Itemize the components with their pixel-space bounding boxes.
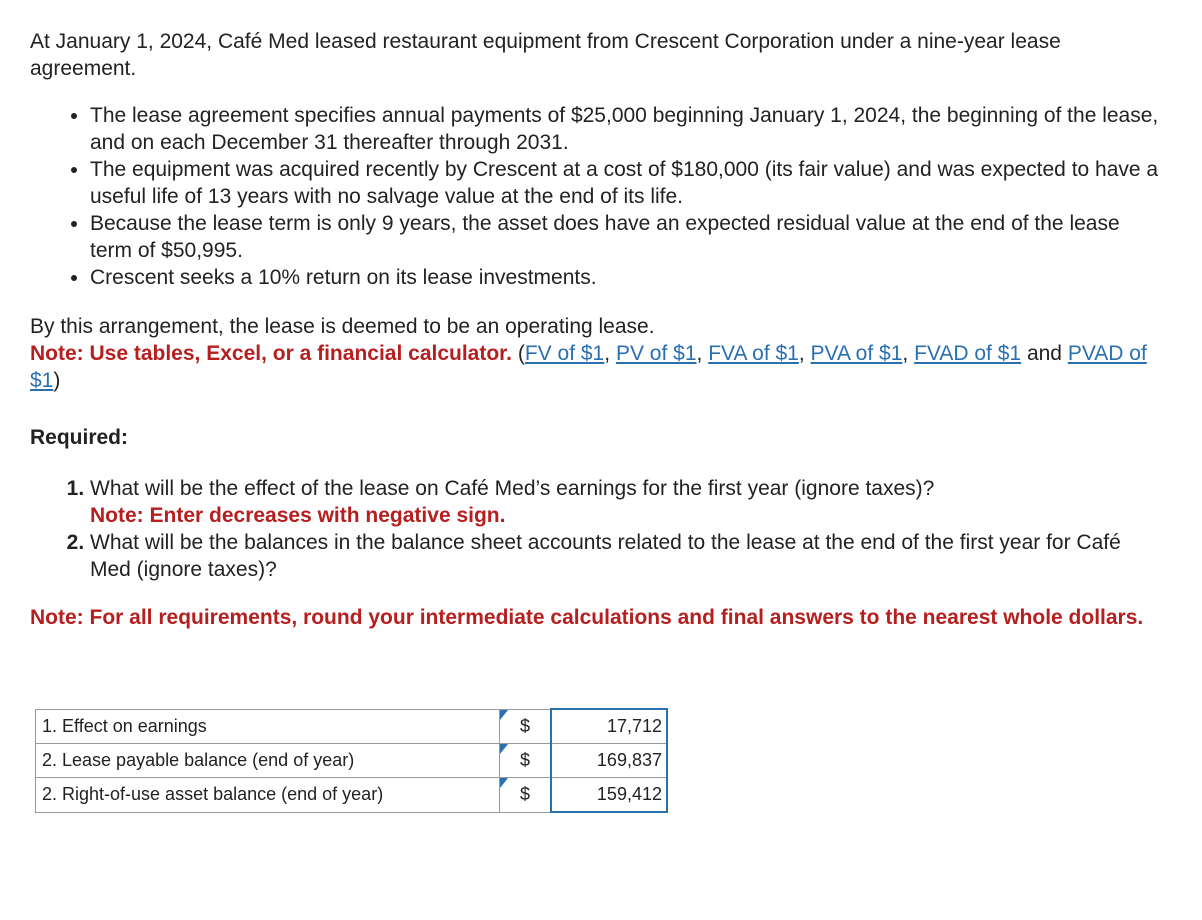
tables-note-line: [30, 340, 1160, 394]
requirements-list: [30, 475, 1160, 583]
row-label: 2. Right-of-use asset balance (end of year): [36, 778, 500, 813]
flag-icon: [500, 710, 508, 720]
requirement-text: What will be the balances in the balance sheet accounts related to the lease at the end of the first year for Café Med (ignore taxes)?: [90, 531, 1121, 581]
row-label: 1. Effect on earnings: [36, 709, 500, 744]
currency-symbol: $: [519, 715, 530, 736]
currency-cell: [500, 778, 552, 813]
problem-content: [30, 28, 1160, 631]
table-row: [36, 778, 668, 813]
table-row: [36, 709, 668, 744]
currency-cell: [500, 744, 552, 778]
table-row: [36, 744, 668, 778]
rounding-note: Note: For all requirements, round your intermediate calculations and final answers to the nearest whole dollars.: [30, 606, 1144, 629]
pv-table-link[interactable]: PV of $1: [615, 342, 697, 365]
fva-table-link[interactable]: FVA of $1: [708, 342, 799, 365]
open-paren: (: [517, 342, 525, 365]
list-item: • Crescent seeks a 10% return on its lease investments.: [90, 264, 1160, 291]
requirement-note: Note: Enter decreases with negative sign.: [90, 504, 506, 527]
currency-symbol: $: [519, 750, 530, 770]
list-item: • Because the lease term is only 9 years, the asset does have an expected residual value at the end of the lease term of $50,995.: [90, 210, 1160, 264]
effect-on-earnings-input[interactable]: 17,712: [551, 709, 667, 744]
flag-icon: [500, 778, 508, 788]
right-of-use-asset-input[interactable]: 159,412: [551, 778, 667, 813]
list-item: [90, 529, 1160, 583]
pva-table-link[interactable]: PVA of $1: [810, 342, 903, 365]
fvad-table-link[interactable]: FVAD of $1: [914, 342, 1022, 365]
row-label: 2. Lease payable balance (end of year): [36, 744, 500, 778]
separator: ,: [604, 342, 611, 365]
currency-symbol: $: [519, 784, 530, 805]
currency-cell: [500, 709, 552, 744]
flag-icon: [500, 744, 508, 754]
separator: ,: [902, 342, 909, 365]
lease-payable-input[interactable]: 169,837: [551, 744, 667, 778]
lease-facts-list: [30, 102, 1160, 291]
list-item: • The lease agreement specifies annual payments of $25,000 beginning January 1, 2024, the beginning of the lease, and on each December 31 thereafter through 2031.: [90, 102, 1160, 156]
fv-table-link[interactable]: FV of $1: [524, 342, 605, 365]
arrangement-text: By this arrangement, the lease is deemed to be an operating lease.: [30, 315, 655, 338]
close-paren: ): [53, 369, 61, 392]
answer-table: [35, 708, 668, 813]
list-item: [90, 475, 1160, 529]
problem-intro: At January 1, 2024, Café Med leased restaurant equipment from Crescent Corporation under a nine-year lease agreement.: [30, 30, 1061, 80]
requirement-text: What will be the effect of the lease on Café Med’s earnings for the first year (ignore taxes)?: [90, 477, 935, 500]
and-text: and: [1026, 342, 1062, 365]
required-heading: Required:: [30, 426, 129, 449]
tables-note: Note: Use tables, Excel, or a financial calculator.: [30, 342, 513, 365]
separator: ,: [798, 342, 805, 365]
pvad-table-link[interactable]: PVAD of $1: [30, 342, 1147, 392]
list-item: • The equipment was acquired recently by Crescent at a cost of $180,000 (its fair value) and was expected to have a useful life of 13 years with no salvage value at the end of its life.: [90, 156, 1160, 210]
separator: ,: [696, 342, 703, 365]
